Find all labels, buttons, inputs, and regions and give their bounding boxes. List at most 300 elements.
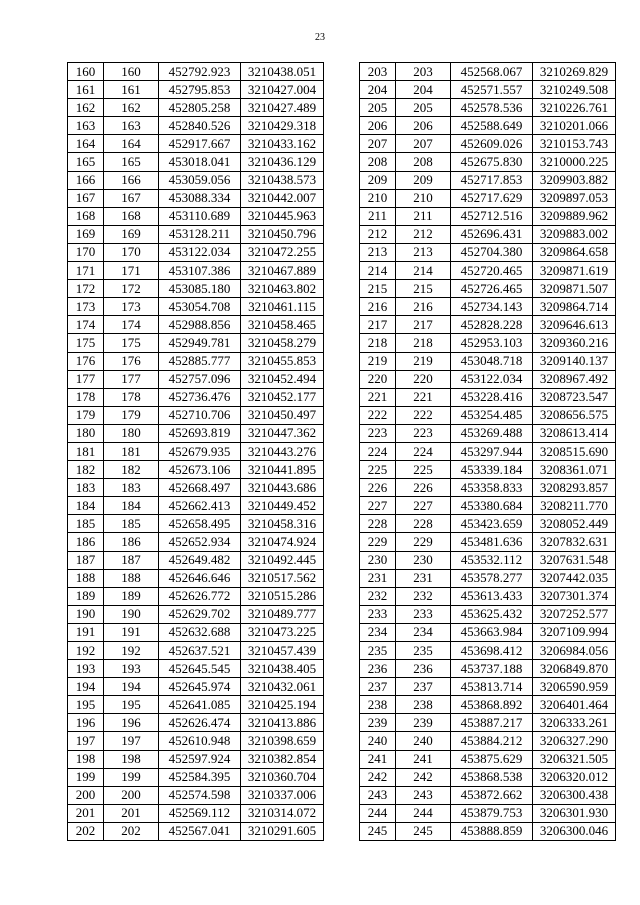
y-coordinate-cell: 3210467.889: [241, 262, 324, 280]
table-row: [68, 262, 324, 280]
table-row: [68, 280, 324, 298]
point-id-cell: 227: [396, 497, 451, 515]
table-row: [68, 442, 324, 460]
point-id-cell: 207: [396, 135, 451, 153]
table-row: [68, 551, 324, 569]
y-coordinate-cell: 3210458.465: [241, 316, 324, 334]
point-id-cell: 198: [104, 750, 159, 768]
table-row: [360, 171, 616, 189]
point-id-cell: 196: [104, 714, 159, 732]
point-id-cell: 166: [104, 171, 159, 189]
point-id-cell: 228: [396, 515, 451, 533]
table-row: [68, 370, 324, 388]
x-coordinate-cell: 452629.702: [159, 605, 241, 623]
point-number-cell: 226: [360, 479, 396, 497]
table-row: [360, 533, 616, 551]
table-row: [68, 153, 324, 171]
point-id-cell: 205: [396, 99, 451, 117]
point-id-cell: 168: [104, 207, 159, 225]
y-coordinate-cell: 3210450.497: [241, 406, 324, 424]
table-row: [360, 280, 616, 298]
y-coordinate-cell: 3210429.318: [241, 117, 324, 135]
point-number-cell: 205: [360, 99, 396, 117]
table-row: [68, 750, 324, 768]
point-id-cell: 225: [396, 461, 451, 479]
table-row: [68, 243, 324, 261]
x-coordinate-cell: 453059.056: [159, 171, 241, 189]
point-id-cell: 219: [396, 352, 451, 370]
point-id-cell: 216: [396, 298, 451, 316]
point-id-cell: 224: [396, 442, 451, 460]
point-number-cell: 243: [360, 786, 396, 804]
x-coordinate-cell: 452917.667: [159, 135, 241, 153]
x-coordinate-cell: 453872.662: [451, 786, 533, 804]
table-row: [68, 135, 324, 153]
point-number-cell: 178: [68, 388, 104, 406]
table-row: [68, 804, 324, 822]
point-id-cell: 213: [396, 243, 451, 261]
y-coordinate-cell: 3206300.046: [533, 822, 616, 840]
point-number-cell: 222: [360, 406, 396, 424]
table-row: [68, 587, 324, 605]
x-coordinate-cell: 452637.521: [159, 642, 241, 660]
y-coordinate-cell: 3208515.690: [533, 442, 616, 460]
y-coordinate-cell: 3210442.007: [241, 189, 324, 207]
table-row: [360, 587, 616, 605]
x-coordinate-cell: 453128.211: [159, 225, 241, 243]
table-row: [68, 388, 324, 406]
point-number-cell: 188: [68, 569, 104, 587]
table-row: [68, 81, 324, 99]
table-row: [360, 551, 616, 569]
y-coordinate-cell: 3210473.225: [241, 623, 324, 641]
table-row: [68, 479, 324, 497]
y-coordinate-cell: 3210445.963: [241, 207, 324, 225]
x-coordinate-cell: 452696.431: [451, 225, 533, 243]
table-row: [68, 696, 324, 714]
table-row: [68, 786, 324, 804]
x-coordinate-cell: 453868.892: [451, 696, 533, 714]
table-row: [68, 660, 324, 678]
point-number-cell: 234: [360, 623, 396, 641]
point-id-cell: 191: [104, 623, 159, 641]
x-coordinate-cell: 453228.416: [451, 388, 533, 406]
x-coordinate-cell: 452885.777: [159, 352, 241, 370]
y-coordinate-cell: 3209903.882: [533, 171, 616, 189]
point-number-cell: 196: [68, 714, 104, 732]
point-id-cell: 208: [396, 153, 451, 171]
table-row: [360, 569, 616, 587]
y-coordinate-cell: 3208967.492: [533, 370, 616, 388]
point-id-cell: 194: [104, 678, 159, 696]
point-number-cell: 213: [360, 243, 396, 261]
point-id-cell: 234: [396, 623, 451, 641]
point-number-cell: 187: [68, 551, 104, 569]
table-row: [360, 225, 616, 243]
point-id-cell: 160: [104, 63, 159, 81]
y-coordinate-cell: 3209646.613: [533, 316, 616, 334]
x-coordinate-cell: 452626.474: [159, 714, 241, 732]
table-row: [360, 207, 616, 225]
point-id-cell: 197: [104, 732, 159, 750]
point-number-cell: 183: [68, 479, 104, 497]
point-number-cell: 217: [360, 316, 396, 334]
point-number-cell: 219: [360, 352, 396, 370]
point-number-cell: 194: [68, 678, 104, 696]
y-coordinate-cell: 3206301.930: [533, 804, 616, 822]
y-coordinate-cell: 3210443.686: [241, 479, 324, 497]
y-coordinate-cell: 3210452.494: [241, 370, 324, 388]
table-row: [68, 63, 324, 81]
point-number-cell: 229: [360, 533, 396, 551]
point-id-cell: 170: [104, 243, 159, 261]
point-id-cell: 231: [396, 569, 451, 587]
x-coordinate-cell: 453380.684: [451, 497, 533, 515]
point-number-cell: 201: [68, 804, 104, 822]
x-coordinate-cell: 452717.629: [451, 189, 533, 207]
table-row: [68, 298, 324, 316]
y-coordinate-cell: 3210427.489: [241, 99, 324, 117]
point-number-cell: 200: [68, 786, 104, 804]
point-number-cell: 232: [360, 587, 396, 605]
x-coordinate-cell: 453110.689: [159, 207, 241, 225]
x-coordinate-cell: 453339.184: [451, 461, 533, 479]
y-coordinate-cell: 3210382.854: [241, 750, 324, 768]
point-id-cell: 242: [396, 768, 451, 786]
table-row: [360, 243, 616, 261]
point-id-cell: 210: [396, 189, 451, 207]
y-coordinate-cell: 3206321.505: [533, 750, 616, 768]
y-coordinate-cell: 3209360.216: [533, 334, 616, 352]
point-number-cell: 189: [68, 587, 104, 605]
x-coordinate-cell: 452679.935: [159, 442, 241, 460]
y-coordinate-cell: 3210461.115: [241, 298, 324, 316]
y-coordinate-cell: 3206401.464: [533, 696, 616, 714]
x-coordinate-cell: 452734.143: [451, 298, 533, 316]
point-number-cell: 160: [68, 63, 104, 81]
table-row: [68, 642, 324, 660]
table-row: [68, 189, 324, 207]
point-number-cell: 245: [360, 822, 396, 840]
point-number-cell: 168: [68, 207, 104, 225]
x-coordinate-cell: 452658.495: [159, 515, 241, 533]
x-coordinate-cell: 452588.649: [451, 117, 533, 135]
table-row: [360, 822, 616, 840]
point-number-cell: 172: [68, 280, 104, 298]
x-coordinate-cell: 452641.085: [159, 696, 241, 714]
y-coordinate-cell: 3210291.605: [241, 822, 324, 840]
y-coordinate-cell: 3210447.362: [241, 424, 324, 442]
point-number-cell: 239: [360, 714, 396, 732]
point-number-cell: 180: [68, 424, 104, 442]
table-row: [68, 334, 324, 352]
x-coordinate-cell: 453888.859: [451, 822, 533, 840]
point-id-cell: 237: [396, 678, 451, 696]
point-id-cell: 162: [104, 99, 159, 117]
x-coordinate-cell: 452652.934: [159, 533, 241, 551]
point-id-cell: 241: [396, 750, 451, 768]
y-coordinate-cell: 3210474.924: [241, 533, 324, 551]
table-row: [68, 732, 324, 750]
point-number-cell: 171: [68, 262, 104, 280]
x-coordinate-cell: 453085.180: [159, 280, 241, 298]
y-coordinate-cell: 3208052.449: [533, 515, 616, 533]
y-coordinate-cell: 3210443.276: [241, 442, 324, 460]
point-id-cell: 229: [396, 533, 451, 551]
y-coordinate-cell: 3206300.438: [533, 786, 616, 804]
table-row: [360, 497, 616, 515]
x-coordinate-cell: 453578.277: [451, 569, 533, 587]
table-row: [68, 117, 324, 135]
point-id-cell: 233: [396, 605, 451, 623]
point-id-cell: 172: [104, 280, 159, 298]
table-row: [360, 298, 616, 316]
point-id-cell: 211: [396, 207, 451, 225]
y-coordinate-cell: 3210457.439: [241, 642, 324, 660]
x-coordinate-cell: 453481.636: [451, 533, 533, 551]
table-row: [360, 424, 616, 442]
point-number-cell: 235: [360, 642, 396, 660]
point-number-cell: 230: [360, 551, 396, 569]
table-row: [360, 406, 616, 424]
x-coordinate-cell: 453269.488: [451, 424, 533, 442]
y-coordinate-cell: 3210458.279: [241, 334, 324, 352]
point-id-cell: 245: [396, 822, 451, 840]
point-id-cell: 180: [104, 424, 159, 442]
point-id-cell: 188: [104, 569, 159, 587]
y-coordinate-cell: 3210517.562: [241, 569, 324, 587]
point-number-cell: 207: [360, 135, 396, 153]
point-number-cell: 242: [360, 768, 396, 786]
x-coordinate-cell: 452626.772: [159, 587, 241, 605]
y-coordinate-cell: 3210337.006: [241, 786, 324, 804]
point-id-cell: 203: [396, 63, 451, 81]
table-row: [360, 81, 616, 99]
point-id-cell: 214: [396, 262, 451, 280]
x-coordinate-cell: 452673.106: [159, 461, 241, 479]
x-coordinate-cell: 452584.395: [159, 768, 241, 786]
x-coordinate-cell: 452568.067: [451, 63, 533, 81]
table-row: [360, 750, 616, 768]
table-row: [360, 370, 616, 388]
point-number-cell: 238: [360, 696, 396, 714]
table-row: [360, 768, 616, 786]
point-id-cell: 186: [104, 533, 159, 551]
table-row: [360, 678, 616, 696]
x-coordinate-cell: 453054.708: [159, 298, 241, 316]
point-number-cell: 231: [360, 569, 396, 587]
point-number-cell: 209: [360, 171, 396, 189]
y-coordinate-cell: 3210458.316: [241, 515, 324, 533]
point-id-cell: 239: [396, 714, 451, 732]
y-coordinate-cell: 3210472.255: [241, 243, 324, 261]
table-row: [360, 153, 616, 171]
x-coordinate-cell: 453879.753: [451, 804, 533, 822]
point-number-cell: 203: [360, 63, 396, 81]
point-id-cell: 232: [396, 587, 451, 605]
table-row: [360, 189, 616, 207]
point-number-cell: 166: [68, 171, 104, 189]
point-number-cell: 214: [360, 262, 396, 280]
y-coordinate-cell: 3209864.658: [533, 243, 616, 261]
x-coordinate-cell: 453887.217: [451, 714, 533, 732]
x-coordinate-cell: 452569.112: [159, 804, 241, 822]
point-number-cell: 164: [68, 135, 104, 153]
x-coordinate-cell: 452693.819: [159, 424, 241, 442]
x-coordinate-cell: 453698.412: [451, 642, 533, 660]
point-id-cell: 215: [396, 280, 451, 298]
x-coordinate-cell: 453875.629: [451, 750, 533, 768]
y-coordinate-cell: 3209897.053: [533, 189, 616, 207]
point-id-cell: 182: [104, 461, 159, 479]
point-id-cell: 177: [104, 370, 159, 388]
table-row: [68, 352, 324, 370]
y-coordinate-cell: 3210201.066: [533, 117, 616, 135]
y-coordinate-cell: 3210515.286: [241, 587, 324, 605]
table-row: [68, 678, 324, 696]
y-coordinate-cell: 3207832.631: [533, 533, 616, 551]
page-number: 23: [315, 32, 325, 43]
point-number-cell: 216: [360, 298, 396, 316]
point-number-cell: 225: [360, 461, 396, 479]
x-coordinate-cell: 452712.516: [451, 207, 533, 225]
x-coordinate-cell: 453018.041: [159, 153, 241, 171]
y-coordinate-cell: 3210226.761: [533, 99, 616, 117]
coordinates-table-right: [359, 62, 616, 841]
y-coordinate-cell: 3210441.895: [241, 461, 324, 479]
y-coordinate-cell: 3210249.508: [533, 81, 616, 99]
x-coordinate-cell: 453813.714: [451, 678, 533, 696]
y-coordinate-cell: 3208613.414: [533, 424, 616, 442]
point-id-cell: 165: [104, 153, 159, 171]
y-coordinate-cell: 3207442.035: [533, 569, 616, 587]
y-coordinate-cell: 3208293.857: [533, 479, 616, 497]
table-row: [360, 660, 616, 678]
table-row: [68, 316, 324, 334]
y-coordinate-cell: 3210438.573: [241, 171, 324, 189]
x-coordinate-cell: 452949.781: [159, 334, 241, 352]
point-id-cell: 204: [396, 81, 451, 99]
point-id-cell: 178: [104, 388, 159, 406]
point-number-cell: 165: [68, 153, 104, 171]
table-body-left: [68, 63, 324, 841]
y-coordinate-cell: 3209871.507: [533, 280, 616, 298]
table-row: [68, 605, 324, 623]
point-id-cell: 161: [104, 81, 159, 99]
x-coordinate-cell: 453254.485: [451, 406, 533, 424]
point-id-cell: 179: [104, 406, 159, 424]
table-row: [360, 804, 616, 822]
y-coordinate-cell: 3209889.962: [533, 207, 616, 225]
point-id-cell: 200: [104, 786, 159, 804]
point-number-cell: 218: [360, 334, 396, 352]
point-number-cell: 210: [360, 189, 396, 207]
point-id-cell: 238: [396, 696, 451, 714]
table-row: [68, 515, 324, 533]
x-coordinate-cell: 452726.465: [451, 280, 533, 298]
point-number-cell: 185: [68, 515, 104, 533]
table-row: [68, 207, 324, 225]
table-row: [68, 533, 324, 551]
point-id-cell: 222: [396, 406, 451, 424]
point-id-cell: 193: [104, 660, 159, 678]
table-row: [360, 352, 616, 370]
point-number-cell: 215: [360, 280, 396, 298]
point-number-cell: 179: [68, 406, 104, 424]
table-row: [360, 605, 616, 623]
point-id-cell: 236: [396, 660, 451, 678]
x-coordinate-cell: 453122.034: [451, 370, 533, 388]
y-coordinate-cell: 3210413.886: [241, 714, 324, 732]
point-id-cell: 199: [104, 768, 159, 786]
table-row: [360, 623, 616, 641]
x-coordinate-cell: 453613.433: [451, 587, 533, 605]
x-coordinate-cell: 452645.545: [159, 660, 241, 678]
x-coordinate-cell: 453423.659: [451, 515, 533, 533]
point-id-cell: 201: [104, 804, 159, 822]
table-row: [360, 642, 616, 660]
point-number-cell: 202: [68, 822, 104, 840]
y-coordinate-cell: 3206327.290: [533, 732, 616, 750]
point-id-cell: 221: [396, 388, 451, 406]
table-row: [360, 388, 616, 406]
point-number-cell: 163: [68, 117, 104, 135]
y-coordinate-cell: 3208361.071: [533, 461, 616, 479]
point-number-cell: 190: [68, 605, 104, 623]
y-coordinate-cell: 3210427.004: [241, 81, 324, 99]
y-coordinate-cell: 3208656.575: [533, 406, 616, 424]
x-coordinate-cell: 453297.944: [451, 442, 533, 460]
table-row: [68, 424, 324, 442]
point-number-cell: 193: [68, 660, 104, 678]
x-coordinate-cell: 453737.188: [451, 660, 533, 678]
x-coordinate-cell: 453122.034: [159, 243, 241, 261]
point-id-cell: 184: [104, 497, 159, 515]
table-row: [68, 225, 324, 243]
table-row: [360, 461, 616, 479]
y-coordinate-cell: 3210398.659: [241, 732, 324, 750]
point-id-cell: 235: [396, 642, 451, 660]
x-coordinate-cell: 453625.432: [451, 605, 533, 623]
point-number-cell: 224: [360, 442, 396, 460]
point-number-cell: 241: [360, 750, 396, 768]
y-coordinate-cell: 3210449.452: [241, 497, 324, 515]
x-coordinate-cell: 452675.830: [451, 153, 533, 171]
x-coordinate-cell: 452662.413: [159, 497, 241, 515]
table-row: [68, 623, 324, 641]
point-id-cell: 226: [396, 479, 451, 497]
y-coordinate-cell: 3210450.796: [241, 225, 324, 243]
table-row: [360, 63, 616, 81]
point-id-cell: 209: [396, 171, 451, 189]
y-coordinate-cell: 3210463.802: [241, 280, 324, 298]
x-coordinate-cell: 452574.598: [159, 786, 241, 804]
y-coordinate-cell: 3206320.012: [533, 768, 616, 786]
point-number-cell: 162: [68, 99, 104, 117]
point-id-cell: 217: [396, 316, 451, 334]
y-coordinate-cell: 3210360.704: [241, 768, 324, 786]
point-id-cell: 202: [104, 822, 159, 840]
table-row: [360, 696, 616, 714]
point-id-cell: 164: [104, 135, 159, 153]
y-coordinate-cell: 3207631.548: [533, 551, 616, 569]
y-coordinate-cell: 3210492.445: [241, 551, 324, 569]
point-number-cell: 228: [360, 515, 396, 533]
table-row: [68, 171, 324, 189]
table-row: [68, 406, 324, 424]
y-coordinate-cell: 3210425.194: [241, 696, 324, 714]
x-coordinate-cell: 452840.526: [159, 117, 241, 135]
